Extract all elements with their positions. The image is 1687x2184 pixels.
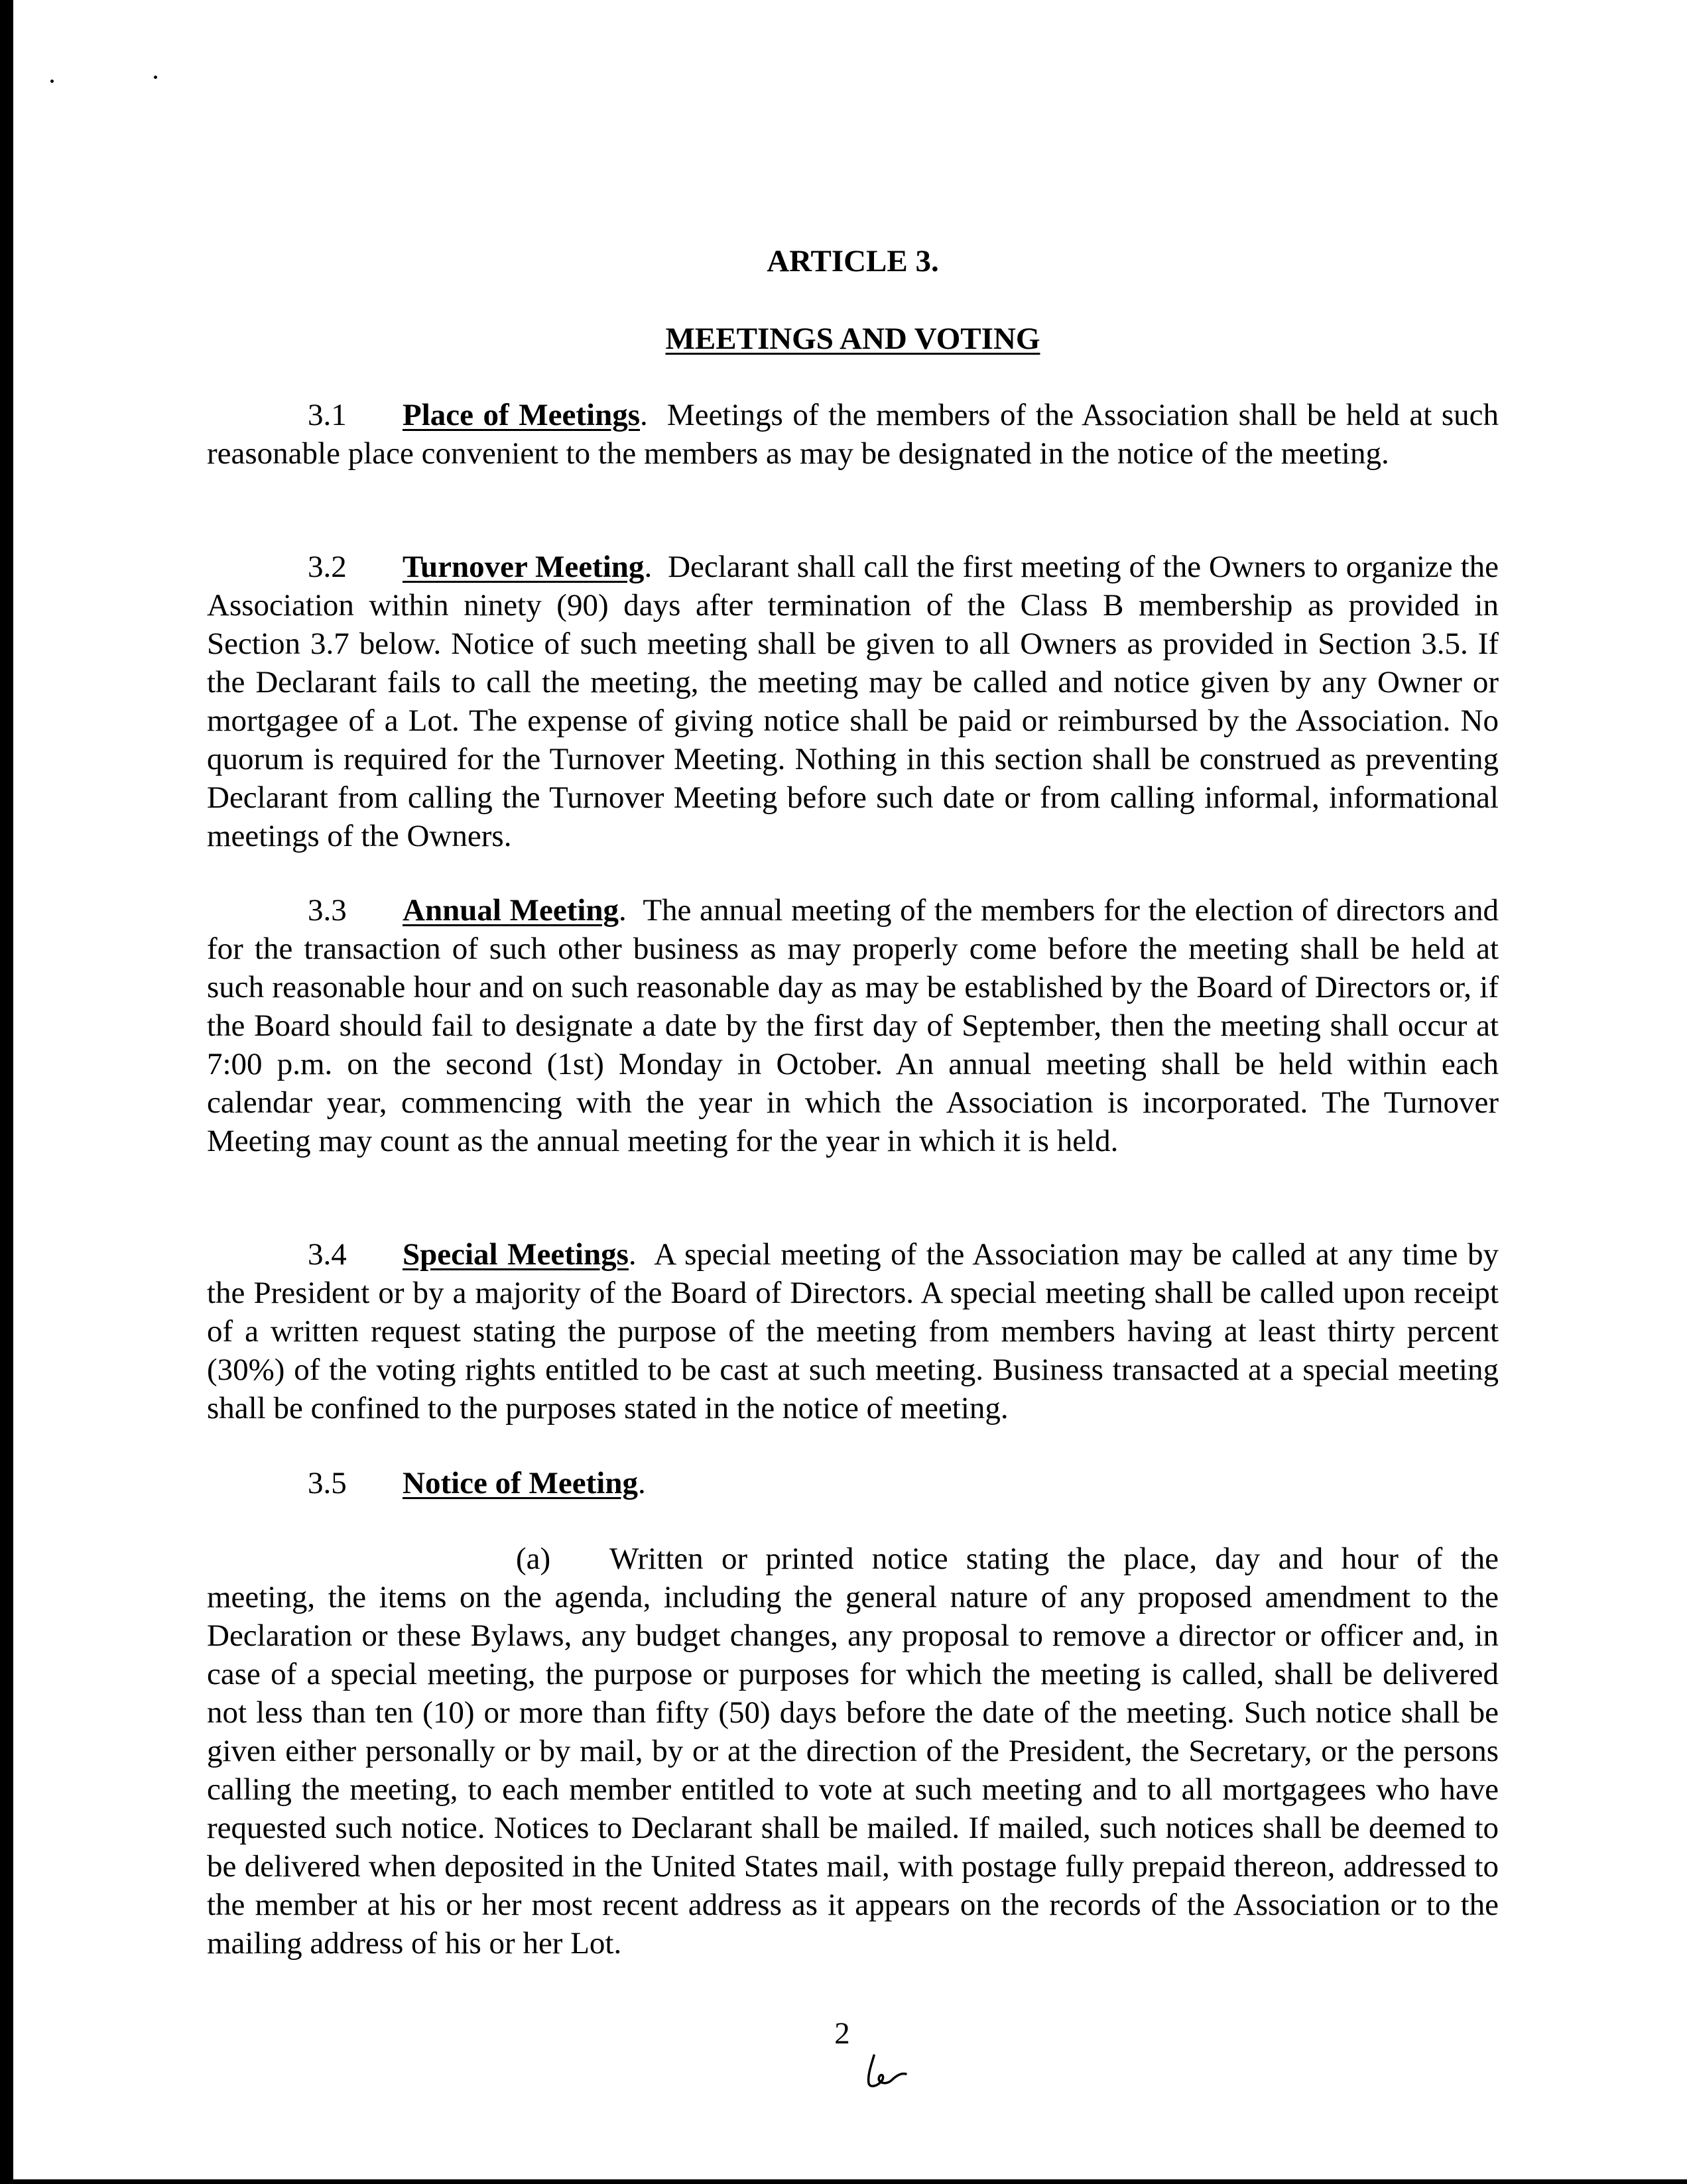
scan-edge-left <box>0 0 13 2184</box>
page-number: 2 <box>834 2016 850 2051</box>
section-3-2: 3.2 Turnover Meeting. Declarant shall call the first meeting of the Owners to organize the Association within ninety (90) days after termination of the Class B membership as provided in Section 3.7 below. Notice of such meeting shall be given to all Owners as provided in Section 3.5. If the Declarant fails to call the meeting, the meeting may be called and notice given by any Owner or mortgagee of a Lot. The expense of giving notice shall be paid or reimbursed by the Association. No quorum is required for the Turnover Meeting. Nothing in this section shall be construed as preventing Declarant from calling the Turnover Meeting before such date or from calling informal, informational meetings of the Owners. <box>207 548 1499 855</box>
article-subject: MEETINGS AND VOTING <box>665 322 1040 356</box>
section-3-4: 3.4 Special Meetings. A special meeting of the Association may be called at any time by the President or by a majority of the Board of Directors. A special meeting shall be called upon receipt of a written request stating the purpose of the meeting from members having at least thirty percent (30%) of the voting rights entitled to be cast at such meeting. Business transacted at a special meeting shall be confined to the purposes stated in the notice of meeting. <box>207 1235 1499 1427</box>
section-number: 3.5 <box>308 1466 347 1500</box>
section-title: Place of Meetings <box>403 398 641 432</box>
subsection-a <box>207 1540 1499 1963</box>
section-text: Declarant shall call the first meeting of the Owners to organize the Association within ninety (90) days after termination of the Class B membership as provided in Section 3.7 below. Notice of such meeting shall be given to all Owners as provided in Section 3.5. If the Declarant fails to call the meeting, the meeting may be called and notice given by any Owner or mortgagee of a Lot. The expense of giving notice shall be paid or reimbursed by the Association. No quorum is required for the Turnover Meeting. Nothing in this section shall be construed as preventing Declarant from calling the Turnover Meeting before such date or from calling informal, informational meetings of the Owners. <box>207 550 1499 853</box>
section-number: 3.3 <box>308 893 347 928</box>
scan-speck <box>50 80 54 83</box>
subsection-text: Written or printed notice stating the place, day and hour of the meeting, the items on the agenda, including the general nature of any proposed amendment to the Declaration or these Bylaws, any budget changes, any proposal to remove a director or officer and, in case of a special meeting, the purpose or purposes for which the meeting is called, shall be delivered not less than ten (10) or more than fifty (50) days before the date of the meeting. Such notice shall be given either personally or by mail, by or at the direction of the President, the Secretary, or the persons calling the meeting, to each member entitled to vote at such meeting and to all mortgagees who have requested such notice. Notices to Declarant shall be mailed. If mailed, such notices shall be deemed to be delivered when deposited in the United States mail, with postage fully prepaid thereon, addressed to the member at his or her most recent address as it appears on the records of the Association or to the mailing address of his or her Lot. <box>207 1542 1499 1961</box>
section-title: Special Meetings <box>403 1237 629 1272</box>
section-title: Annual Meeting <box>403 893 619 928</box>
scan-speck <box>154 76 157 79</box>
section-title: Turnover Meeting <box>403 550 645 584</box>
section-number: 3.1 <box>308 398 347 432</box>
section-number: 3.2 <box>308 550 347 584</box>
section-text: A special meeting of the Association may be called at any time by the President or by a majority of the Board of Directors. A special meeting shall be called upon receipt of a written request stating the purpose of the meeting from members having at least thirty percent (30%) of the voting rights entitled to be cast at such meeting. Business transacted at a special meeting shall be confined to the purposes stated in the notice of meeting. <box>207 1237 1499 1426</box>
subsection-label: (a) <box>516 1542 551 1576</box>
section-3-5: 3.5 Notice of Meeting. <box>207 1464 1499 1502</box>
section-3-1: 3.1 Place of Meetings. Meetings of the members of the Association shall be held at such reasonable place convenient to the members as may be designated in the notice of the meeting. <box>207 396 1499 473</box>
section-text: The annual meeting of the members for the election of directors and for the transaction of such other business as may properly come before the meeting shall be held at such reasonable hour and on such reasonable day as may be established by the Board of Directors or, if the Board should fail to designate a date by the first day of September, then the meeting shall occur at 7:00 p.m. on the second (1st) Monday in October. An annual meeting shall be held within each calendar year, commencing with the year in which the Association is incorporated. The Turnover Meeting may count as the annual meeting for the year in which it is held. <box>207 893 1499 1158</box>
section-number: 3.4 <box>308 1237 347 1272</box>
section-3-3: 3.3 Annual Meeting. The annual meeting of the members for the election of directors and for the transaction of such other business as may properly come before the meeting shall be held at such reasonable hour and on such reasonable day as may be established by the Board of Directors or, if the Board should fail to designate a date by the first day of September, then the meeting shall occur at 7:00 p.m. on the second (1st) Monday in October. An annual meeting shall be held within each calendar year, commencing with the year in which the Association is incorporated. The Turnover Meeting may count as the annual meeting for the year in which it is held. <box>207 891 1499 1160</box>
article-number: ARTICLE 3. <box>767 244 939 278</box>
handwritten-initials-icon <box>862 2053 915 2093</box>
section-title: Notice of Meeting <box>403 1466 638 1500</box>
section-text: Meetings of the members of the Association shall be held at such reasonable place convenient to the members as may be designated in the notice of the meeting. <box>207 398 1499 471</box>
scan-edge-bottom <box>0 2179 1687 2184</box>
